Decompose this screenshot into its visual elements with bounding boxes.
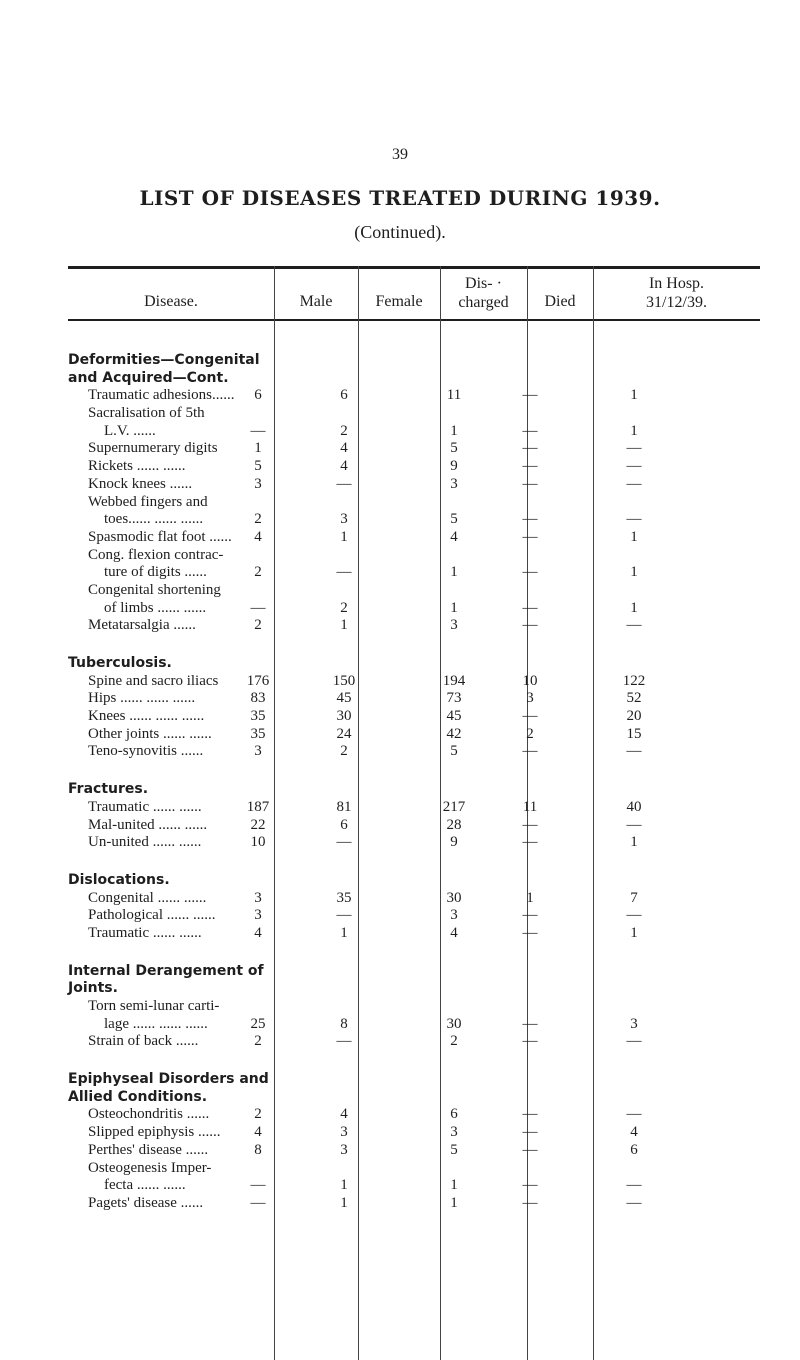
male-count: 83: [250, 690, 266, 707]
female-count: 35: [336, 889, 352, 906]
section-heading-row: [0, 1089, 800, 1107]
table-row: [0, 564, 800, 582]
disease-label: of limbs ...... ......: [104, 599, 207, 616]
section-heading-row: [0, 963, 800, 981]
disease-label: Traumatic ...... ......: [88, 924, 202, 941]
female-count: 1: [340, 1194, 348, 1211]
disease-label: fecta ...... ......: [104, 1177, 186, 1194]
died-count: 2: [526, 725, 534, 742]
in-hospital-count: —: [626, 617, 642, 634]
died-count: —: [522, 1177, 538, 1194]
table-row: [0, 1033, 800, 1051]
male-count: 2: [254, 511, 262, 528]
male-count: 3: [254, 743, 262, 760]
section-heading: Fractures.: [68, 781, 149, 798]
male-count: 22: [250, 816, 266, 833]
in-hospital-count: —: [626, 907, 642, 924]
column-header-female: Female: [375, 293, 423, 310]
table-row: [0, 799, 800, 817]
male-count: 6: [254, 387, 262, 404]
male-count: 3: [254, 475, 262, 492]
discharged-count: 194: [442, 672, 466, 689]
column-header-discharged-line2: charged: [458, 294, 509, 311]
in-hospital-count: 15: [626, 725, 642, 742]
died-count: —: [522, 1033, 538, 1050]
discharged-count: 1: [450, 1177, 458, 1194]
disease-table-body: [0, 352, 800, 1213]
table-row: [0, 529, 800, 547]
male-count: 1: [254, 440, 262, 457]
disease-label: L.V. ......: [104, 422, 156, 439]
table-row: [0, 690, 800, 708]
discharged-count: 3: [450, 475, 458, 492]
discharged-count: 11: [446, 387, 462, 404]
section-heading-row: [0, 352, 800, 370]
female-count: 1: [340, 617, 348, 634]
died-count: —: [522, 387, 538, 404]
table-header-rule: [68, 319, 760, 321]
in-hospital-count: —: [626, 1106, 642, 1123]
disease-label: Teno-synovitis ......: [88, 743, 204, 760]
male-count: 35: [250, 708, 266, 725]
section-heading-row: [0, 370, 800, 388]
discharged-count: 2: [450, 1033, 458, 1050]
section-heading-row: [0, 872, 800, 890]
disease-label: Slipped epiphysis ......: [88, 1124, 221, 1141]
table-row: [0, 890, 800, 908]
disease-label: Pagets' disease ......: [88, 1194, 204, 1211]
in-hospital-count: 20: [626, 708, 642, 725]
discharged-count: 5: [450, 1141, 458, 1158]
disease-label: Spasmodic flat foot ......: [88, 528, 232, 545]
table-row: [0, 1142, 800, 1160]
died-count: —: [522, 816, 538, 833]
disease-label: Traumatic adhesions......: [88, 387, 235, 404]
died-count: 3: [526, 690, 534, 707]
table-row: [0, 458, 800, 476]
table-row: [0, 494, 800, 512]
section-heading: Joints.: [68, 980, 118, 997]
died-count: —: [522, 511, 538, 528]
table-row: [0, 1160, 800, 1178]
died-count: —: [522, 528, 538, 545]
column-header-discharged-line1: Dis- ·: [465, 275, 502, 292]
disease-label: Rickets ...... ......: [88, 458, 186, 475]
died-count: —: [522, 475, 538, 492]
table-row: [0, 834, 800, 852]
table-row: [0, 423, 800, 441]
in-hospital-count: —: [626, 440, 642, 457]
died-count: 11: [522, 798, 538, 815]
discharged-count: 1: [450, 564, 458, 581]
table-row: [0, 405, 800, 423]
disease-label: Other joints ...... ......: [88, 725, 212, 742]
discharged-count: 30: [446, 889, 462, 906]
disease-label: Knees ...... ...... ......: [88, 708, 205, 725]
page-subtitle: (Continued).: [354, 222, 446, 242]
male-count: 176: [246, 672, 270, 689]
female-count: 1: [340, 924, 348, 941]
page-number: 39: [392, 146, 408, 163]
section-heading: Tuberculosis.: [68, 655, 172, 671]
female-count: 6: [340, 387, 348, 404]
died-count: —: [522, 599, 538, 616]
disease-label: Congenital shortening: [88, 581, 221, 598]
discharged-count: 30: [446, 1015, 462, 1032]
died-count: —: [522, 1106, 538, 1123]
disease-label: Traumatic ...... ......: [88, 798, 202, 815]
table-row: [0, 600, 800, 618]
discharged-count: 217: [442, 798, 466, 815]
male-count: 10: [250, 834, 266, 851]
discharged-count: 1: [450, 1194, 458, 1211]
table-row: [0, 708, 800, 726]
male-count: 3: [254, 889, 262, 906]
died-count: —: [522, 907, 538, 924]
male-count: 5: [254, 458, 262, 475]
died-count: —: [522, 564, 538, 581]
spacer-row: [0, 761, 800, 781]
disease-label: Knock knees ......: [88, 475, 193, 492]
female-count: 2: [340, 422, 348, 439]
table-row: [0, 617, 800, 635]
table-top-rule: [68, 266, 760, 269]
table-row: [0, 817, 800, 835]
disease-label: Sacralisation of 5th: [88, 405, 205, 422]
disease-label: Osteochondritis ......: [88, 1106, 210, 1123]
column-header-in-hospital-line2: 31/12/39.: [646, 294, 707, 311]
column-header-in-hospital: [593, 274, 760, 312]
section-heading: and Acquired—Cont.: [68, 369, 229, 386]
discharged-count: 4: [450, 528, 458, 545]
female-count: 1: [340, 528, 348, 545]
disease-label: toes...... ...... ......: [104, 511, 204, 528]
female-count: —: [336, 564, 352, 581]
male-count: —: [250, 599, 266, 616]
female-count: 30: [336, 708, 352, 725]
in-hospital-count: —: [626, 1177, 642, 1194]
discharged-count: 1: [450, 599, 458, 616]
male-count: —: [250, 422, 266, 439]
section-heading-row: [0, 1071, 800, 1089]
discharged-count: 3: [450, 617, 458, 634]
spacer-row: [0, 943, 800, 963]
discharged-count: 3: [450, 1124, 458, 1141]
in-hospital-count: 3: [630, 1015, 638, 1032]
male-count: —: [250, 1194, 266, 1211]
female-count: —: [336, 475, 352, 492]
section-heading: Deformities—Congenital: [68, 352, 260, 368]
section-heading-row: [0, 655, 800, 673]
table-row: [0, 1016, 800, 1034]
table-row: [0, 907, 800, 925]
died-count: —: [522, 924, 538, 941]
male-count: 4: [254, 528, 262, 545]
female-count: 4: [340, 440, 348, 457]
in-hospital-count: —: [626, 743, 642, 760]
discharged-count: 42: [446, 725, 462, 742]
disease-label: Cong. flexion contrac-: [88, 546, 224, 563]
column-header-died: Died: [544, 293, 576, 310]
in-hospital-count: —: [626, 1194, 642, 1211]
male-count: —: [250, 1177, 266, 1194]
disease-label: ture of digits ......: [104, 564, 207, 581]
disease-label: Congenital ...... ......: [88, 889, 207, 906]
male-count: 2: [254, 1106, 262, 1123]
page-title: LIST OF DISEASES TREATED DURING 1939.: [139, 186, 661, 210]
in-hospital-count: 122: [622, 672, 646, 689]
died-count: —: [522, 834, 538, 851]
died-count: —: [522, 743, 538, 760]
in-hospital-count: 1: [630, 528, 638, 545]
died-count: —: [522, 1141, 538, 1158]
died-count: —: [522, 458, 538, 475]
discharged-count: 9: [450, 458, 458, 475]
in-hospital-count: —: [626, 816, 642, 833]
in-hospital-count: 6: [630, 1141, 638, 1158]
disease-label: Webbed fingers and: [88, 493, 208, 510]
disease-label: Supernumerary digits: [88, 440, 218, 457]
in-hospital-count: —: [626, 511, 642, 528]
in-hospital-count: 40: [626, 798, 642, 815]
discharged-count: 1: [450, 422, 458, 439]
male-count: 3: [254, 907, 262, 924]
spacer-row: [0, 635, 800, 655]
in-hospital-count: 1: [630, 564, 638, 581]
died-count: —: [522, 617, 538, 634]
female-count: —: [336, 1033, 352, 1050]
discharged-count: 28: [446, 816, 462, 833]
in-hospital-count: 1: [630, 422, 638, 439]
discharged-count: 5: [450, 511, 458, 528]
table-row: [0, 998, 800, 1016]
table-row: [0, 1177, 800, 1195]
female-count: 45: [336, 690, 352, 707]
table-row: [0, 1106, 800, 1124]
male-count: 25: [250, 1015, 266, 1032]
discharged-count: 3: [450, 907, 458, 924]
female-count: 3: [340, 511, 348, 528]
discharged-count: 45: [446, 708, 462, 725]
female-count: 6: [340, 816, 348, 833]
column-header-disease: Disease.: [144, 293, 198, 310]
discharged-count: 5: [450, 743, 458, 760]
table-row: [0, 511, 800, 529]
female-count: 24: [336, 725, 352, 742]
male-count: 35: [250, 725, 266, 742]
died-count: 1: [526, 889, 534, 906]
section-heading: Internal Derangement of: [68, 962, 264, 979]
male-count: 4: [254, 924, 262, 941]
female-count: 8: [340, 1015, 348, 1032]
female-count: 81: [336, 798, 352, 815]
female-count: 2: [340, 743, 348, 760]
died-count: —: [522, 422, 538, 439]
disease-label: Strain of back ......: [88, 1033, 199, 1050]
table-row: [0, 476, 800, 494]
section-heading: Epiphyseal Disorders and: [68, 1071, 269, 1088]
died-count: —: [522, 440, 538, 457]
died-count: —: [522, 708, 538, 725]
section-heading: Allied Conditions.: [68, 1088, 208, 1105]
in-hospital-count: 1: [630, 599, 638, 616]
table-row: [0, 743, 800, 761]
female-count: 1: [340, 1177, 348, 1194]
disease-label: Hips ...... ...... ......: [88, 690, 196, 707]
discharged-count: 4: [450, 924, 458, 941]
column-header-discharged: [440, 274, 527, 312]
column-header-in-hospital-line1: In Hosp.: [648, 275, 705, 292]
disease-label: Torn semi-lunar carti-: [88, 998, 220, 1014]
discharged-count: 73: [446, 690, 462, 707]
discharged-count: 9: [450, 834, 458, 851]
in-hospital-count: 4: [630, 1124, 638, 1141]
in-hospital-count: —: [626, 458, 642, 475]
table-row: [0, 582, 800, 600]
male-count: 8: [254, 1141, 262, 1158]
disease-label: Un-united ...... ......: [88, 834, 202, 851]
table-row: [0, 673, 800, 691]
female-count: —: [336, 907, 352, 924]
section-heading-row: [0, 980, 800, 998]
section-heading-row: [0, 781, 800, 799]
disease-label: Perthes' disease ......: [88, 1141, 209, 1158]
spacer-row: [0, 1051, 800, 1071]
female-count: 3: [340, 1124, 348, 1141]
male-count: 2: [254, 1033, 262, 1050]
female-count: 4: [340, 458, 348, 475]
table-row: [0, 1195, 800, 1213]
died-count: —: [522, 1015, 538, 1032]
male-count: 2: [254, 617, 262, 634]
disease-label: Metatarsalgia ......: [88, 617, 196, 634]
table-row: [0, 726, 800, 744]
male-count: 187: [246, 798, 270, 815]
male-count: 4: [254, 1124, 262, 1141]
died-count: 10: [522, 672, 538, 689]
female-count: 4: [340, 1106, 348, 1123]
in-hospital-count: 7: [630, 889, 638, 906]
died-count: —: [522, 1194, 538, 1211]
discharged-count: 5: [450, 440, 458, 457]
table-row: [0, 547, 800, 565]
table-row: [0, 925, 800, 943]
in-hospital-count: 1: [630, 924, 638, 941]
female-count: 2: [340, 599, 348, 616]
spacer-row: [0, 852, 800, 872]
in-hospital-count: 1: [630, 834, 638, 851]
table-row: [0, 440, 800, 458]
in-hospital-count: 1: [630, 387, 638, 404]
disease-label: Pathological ...... ......: [88, 907, 216, 924]
table-row: [0, 387, 800, 405]
disease-label: Osteogenesis Imper-: [88, 1159, 212, 1176]
died-count: —: [522, 1124, 538, 1141]
female-count: 150: [332, 672, 356, 689]
disease-label: lage ...... ...... ......: [104, 1015, 208, 1032]
in-hospital-count: 52: [626, 690, 642, 707]
male-count: 2: [254, 564, 262, 581]
table-row: [0, 1124, 800, 1142]
disease-label: Spine and sacro iliacs: [88, 672, 219, 689]
section-heading: Dislocations.: [68, 871, 170, 888]
in-hospital-count: —: [626, 1033, 642, 1050]
female-count: —: [336, 834, 352, 851]
discharged-count: 6: [450, 1106, 458, 1123]
disease-label: Mal-united ...... ......: [88, 816, 208, 833]
in-hospital-count: —: [626, 475, 642, 492]
female-count: 3: [340, 1141, 348, 1158]
column-header-male: Male: [299, 293, 333, 310]
